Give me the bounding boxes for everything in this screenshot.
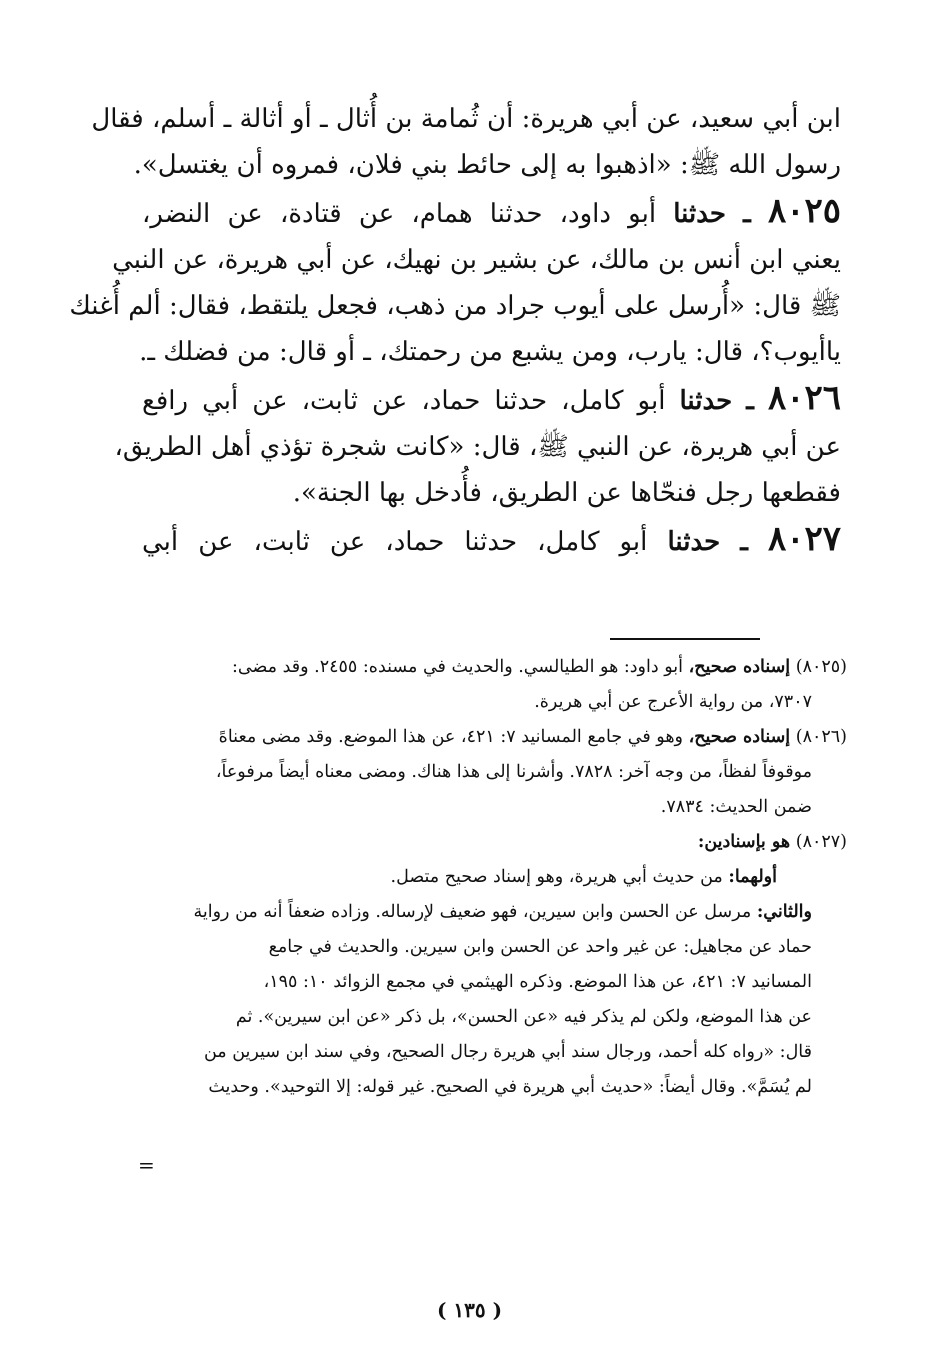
footnote-label: أولهما:: [728, 867, 777, 887]
dash: ـ: [740, 527, 748, 557]
footnote-text: مرسل عن الحسن وابن سيرين، فهو ضعيف لإرساله. وزاده ضعفاً أنه من رواية: [193, 902, 752, 922]
text-line: ياأيوب؟، قال: يارب، ومن يشبع من رحمتك، ـ أو قال: من فضلك ـ.: [139, 337, 841, 367]
hadith-chain: أبو كامل، حدثنا حماد، عن ثابت، عن أبي رافع: [142, 386, 666, 416]
hadith-keyword: حدثنا: [667, 527, 721, 557]
footnote-line: موقوفاً لفظاً، من وجه آخر: ٧٨٢٨. وأشرنا إلى هذا هناك. ومضى معناه أيضاً مرفوعاً،: [215, 762, 812, 782]
footnote-line: ضمن الحديث: ٧٨٣٤.: [660, 797, 812, 817]
footnote-text: وهو في جامع المسانيد ٧: ٤٢١، عن هذا الموضع. وقد مضى معناهً: [218, 727, 683, 747]
footnote-text: أبو داود: هو الطيالسي. والحديث في مسنده: ٢٤٥٥. وقد مضى:: [231, 657, 683, 677]
footnote-line: [140, 895, 847, 930]
footnote-8027: [140, 825, 847, 860]
hadith-chain: أبو كامل، حدثنا حماد، عن ثابت، عن أبي: [142, 527, 648, 557]
hadith-8025-heading: [142, 188, 841, 237]
hadith-8026-heading: [142, 375, 841, 424]
main-text: [69, 96, 842, 565]
footnote-number: (٨٠٢٦): [795, 727, 847, 747]
text-line: عن أبي هريرة، عن النبي ﷺ، قال: «كانت شجرة تؤذي أهل الطريق،: [114, 432, 841, 462]
text-line: فقطعها رجل فنحّاها عن الطريق، فأُدخل بها الجنة».: [292, 478, 841, 508]
hadith-chain: أبو داود، حدثنا همام، عن قتادة، عن النضر،: [142, 199, 657, 229]
dash: ـ: [743, 199, 751, 229]
hadith-number: ٨٠٢٥: [767, 191, 842, 231]
hadith-number: ٨٠٢٧: [767, 519, 841, 559]
footnote-line: المسانيد ٧: ٤٢١، عن هذا الموضع. وذكره الهيثمي في مجمع الزوائد ١٠: ١٩٥،: [263, 972, 812, 992]
footnote-line: [140, 860, 847, 895]
footnote-line: حماد عن مجاهيل: عن غير واحد عن الحسن وابن سيرين. والحديث في جامع: [268, 937, 812, 957]
hadith-keyword: حدثنا: [679, 386, 733, 416]
continuation-mark: =: [138, 1153, 155, 1177]
footnote-grade: إسناده صحيح،: [688, 657, 791, 677]
footnote-8026: [140, 720, 847, 755]
footnotes: [140, 650, 847, 1105]
footnote-grade: إسناده صحيح،: [688, 727, 791, 747]
text-line: ابن أبي سعيد، عن أبي هريرة: أن ثُمامة بن أُثال ـ أو أثالة ـ أسلم، فقال: [91, 104, 841, 134]
footnote-number: (٨٠٢٥): [795, 657, 847, 677]
text-line: رسول الله ﷺ: «اذهبوا به إلى حائط بني فلان، فمروه أن يغتسل».: [133, 150, 841, 180]
footnote-8025: [140, 650, 847, 685]
footnote-label: والثاني:: [756, 902, 812, 922]
footnote-grade: هو بإسنادين:: [697, 832, 791, 852]
hadith-number: ٨٠٢٦: [767, 378, 842, 418]
page-number: ( ١٣٥ ): [436, 1298, 503, 1322]
footnote-separator: [610, 638, 760, 640]
hadith-keyword: حدثنا: [673, 199, 726, 229]
footnote-line: ٧٣٠٧، من رواية الأعرج عن أبي هريرة.: [534, 692, 812, 712]
text-line: ﷺ قال: «أُرسل على أيوب جراد من ذهب، فجعل يلتقط، فقال: ألم أُغنك: [69, 291, 841, 321]
footnote-number: (٨٠٢٧): [795, 832, 847, 852]
footnote-line: عن هذا الموضع، ولكن لم يذكر فيه «عن الحسن»، بل ذكر «عن ابن سيرين». ثم: [235, 1007, 812, 1027]
dash: ـ: [746, 386, 754, 416]
hadith-8027-heading: [142, 516, 841, 565]
footnote-line: لم يُسَمَّ». وقال أيضاً: «حديث أبي هريرة في الصحيح. غير قوله: إلا التوحيد». وحديث: [208, 1077, 812, 1097]
footnote-text: من حديث أبي هريرة، وهو إسناد صحيح متصل.: [390, 867, 723, 887]
footnote-line: قال: «رواه كله أحمد، ورجال سند أبي هريرة رجال الصحيح، وفي سند ابن سيرين من: [203, 1042, 812, 1062]
text-line: يعني ابن أنس بن مالك، عن بشير بن نهيك، عن أبي هريرة، عن النبي: [112, 245, 841, 275]
